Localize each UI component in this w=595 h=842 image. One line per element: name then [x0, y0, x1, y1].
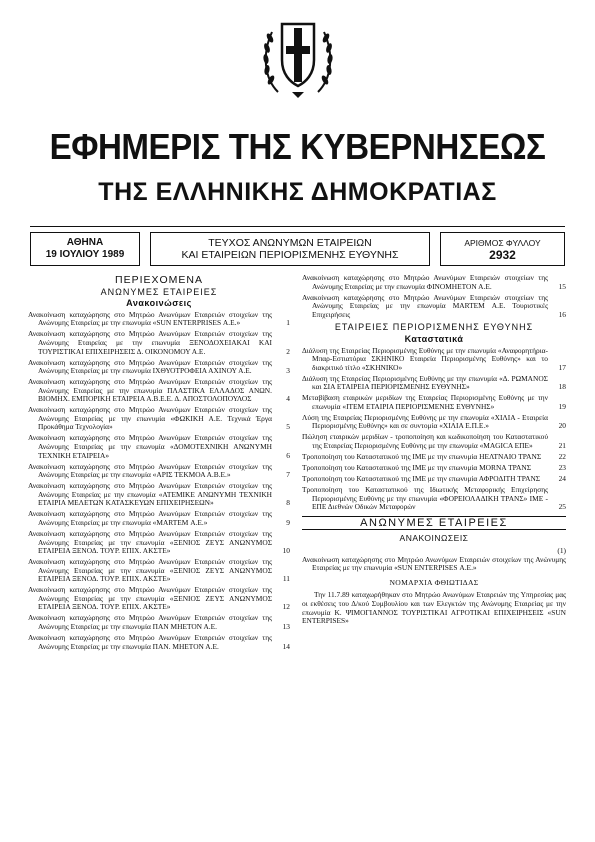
toc-entry-page: 24: [558, 474, 566, 483]
toc-entry-page: 12: [282, 602, 290, 612]
toc-entry-text: Ανακοίνωση καταχώρησης στο Μητρώο Ανωνύμων Εταιρειών στοιχείων της Ανώνυμης Εταιρείας με την επωνυμία «ΞΕΝΙΟΣ ΖΕΥΣ ΑΝΩΝΥΜΟΣ ΕΤΑΙΡΕΙΑ ΞΕΝΟΔ. ΤΟΥΡ. ΕΠΙΧ. ΑΚΣΤΕ»: [28, 528, 272, 556]
toc-entry-text: Ανακοίνωση καταχώρησης στο Μητρώο Ανωνύμων Εταιρειών στοιχείων της Ανώνυμης Εταιρείας με την επωνυμία «ΑΡΙΣ ΤΕΚΜΟΑ Α.Β.Ε.»: [28, 461, 272, 480]
masthead-subtitle: ΤΗΣ ΕΛΛΗΝΙΚΗΣ ΔΗΜΟΚΡΑΤΙΑΣ: [98, 178, 497, 206]
toc-heading: ΠΕΡΙΕΧΟΜΕΝΑ: [114, 274, 204, 286]
toc-entry-page: 22: [558, 452, 566, 462]
header-top-rule: [30, 226, 565, 227]
announcement-number: (1): [557, 545, 566, 555]
header-sheet-box: [440, 232, 565, 266]
toc-entry-page: 1: [286, 318, 290, 328]
toc-entry-text: Ανακοίνωση καταχώρησης στο Μητρώο Ανωνύμων Εταιρειών στοιχείων της Ανώνυμης Εταιρείας με την επωνυμία «MARTEM Α.Ε.»: [28, 509, 272, 527]
toc-right-entries-a: [302, 274, 566, 319]
toc-entry-text: Ανακοίνωση καταχώρησης στο Μητρώο Ανωνύμων Εταιρειών στοιχείων της Ανώνυμης Εταιρείας με την επωνυμία MARTEM Α.Ε. Τουριστικές Επιχειρήσεις: [302, 292, 548, 319]
toc-entry-page: 20: [558, 421, 566, 431]
toc-entry: [28, 586, 290, 612]
toc-entry-page: 15: [558, 281, 566, 291]
toc-entry-text: Ανακοίνωση καταχώρησης στο Μητρώο Ανωνύμων Εταιρειών στοιχείων της Ανώνυμης Εταιρείας με την επωνυμία «ΑΤΕΜΙΚΕ ΑΝΩΝΥΜΗ ΤΕΧΝΙΚΗ ΕΤΑΙΡΙΑ ΜΕΛΕΤΩΝ ΚΑΤΑΣΚΕΥΩΝ ΕΠΙΧΕΙΡΗΣΕΩΝ»: [28, 481, 272, 508]
toc-section-limited: ΕΤΑΙΡΕΙΕΣ ΠΕΡΙΟΡΙΣΜΕΝΗΣ ΕΥΘΥΝΗΣ: [334, 322, 534, 333]
toc-entry-text: Λύση της Εταιρείας Περιορισμένης Ευθύνης με την επωνυμία «ΧΙΛΙΑ - Εταιρεία Περιορισμένης Ευθύνης» και σε συντομία «ΧΙΛΙΑ Ε.Π.Ε.»: [302, 412, 548, 431]
header-issue-line2: ΚΑΙ ΕΤΑΙΡΕΙΩΝ ΠΕΡΙΟΡΙΣΜΕΝΗΣ ΕΥΘΥΝΗΣ: [181, 249, 399, 261]
toc-right-column: [302, 274, 566, 626]
header-issue-box: [150, 232, 430, 266]
toc-entry: [302, 347, 566, 373]
toc-entry-page: 23: [558, 463, 566, 473]
toc-entry-page: 5: [286, 422, 290, 432]
toc-entry-page: 21: [558, 441, 566, 451]
toc-entry-page: 3: [286, 366, 290, 376]
toc-entry: [302, 375, 566, 392]
toc-entry-text: Τροποποίηση του Καταστατικού της Ιδιωτικής Μεταφορικής Επιχείρησης Περιορισμένης Ευθύνης με την επωνυμία «ΦΟΡΕΙΟΛΑΔΙΚΗ ΤΡΑΝΣ» ΙΜΕ - ΕΠΕ Διεθνών Οδικών Μεταφορών: [302, 484, 548, 512]
toc-entry: [302, 486, 566, 512]
toc-entry-text: Ανακοίνωση καταχώρησης στο Μητρώο Ανωνύμων Εταιρειών στοιχείων της Ανώνυμης Εταιρείας με την επωνυμία «ΦΩΚΙΚΗ Α.Ε. Τεχνικά Έργα Προκάθημα Τεχνολογία»: [28, 405, 272, 432]
toc-entry: [302, 433, 566, 450]
toc-entry-text: Ανακοίνωση καταχώρησης στο Μητρώο Ανωνύμων Εταιρειών στοιχείων της Ανώνυμης Εταιρείας με την επωνυμία ΠΑΝ. ΜΗΕΤΟΝ Α.Ε.: [28, 633, 272, 651]
toc-entry-text: Ανακοίνωση καταχώρησης στο Μητρώο Ανωνύμων Εταιρειών στοιχείων της Ανώνυμης Εταιρείας με την επωνυμία ΙΧΘΥΟΤΡΟΦΕΙΑ ΑΧΙΝΟΥ Α.Ε.: [28, 357, 272, 376]
announcements-heading: ΑΝΑΚΟΙΝΩΣΕΙΣ: [399, 533, 469, 544]
toc-entry-text: Τροποποίηση του Καταστατικού της ΙΜΕ με την επωνυμία ΗΕΛΤΝΑΙΟ ΤΡΑΝΣ: [302, 452, 542, 462]
toc-entry: [302, 453, 566, 462]
toc-entry-page: 25: [558, 502, 566, 512]
toc-entry-text: Ανακοίνωση καταχώρησης στο Μητρώο Ανωνύμων Εταιρειών στοιχείων της Ανώνυμης Εταιρείας με την επωνυμία «ΔΟΜΟΤΕΧΝΙΚΗ ΑΝΩΝΥΜΗ ΤΕΧΝΙΚΗ ΕΤΑΙΡΕΙΑ»: [28, 433, 272, 460]
toc-entry: [302, 464, 566, 473]
toc-entry: [28, 378, 290, 404]
toc-entry: [28, 434, 290, 460]
toc-entry-text: Ανακοίνωση καταχώρησης στο Μητρώο Ανωνύμων Εταιρειών στοιχείων της Ανώνυμης Εταιρείας με την επωνυμία ΦΙΝΟΜΗΕΤΟΝ Α.Ε.: [302, 273, 548, 291]
toc-entry-page: 9: [286, 517, 290, 527]
toc-entry-text: Ανακοίνωση καταχώρησης στο Μητρώο Ανωνύμων Εταιρειών στοιχείων της Ανώνυμης Εταιρείας με την επωνυμία «ΞΕΝΙΟΣ ΖΕΥΣ ΑΝΩΝΥΜΟΣ ΕΤΑΙΡΕΙΑ ΞΕΝΟΔ. ΤΟΥΡ. ΕΠΙΧ. ΑΚΣΤΕ»: [28, 557, 272, 584]
toc-entry-page: 14: [282, 641, 290, 651]
toc-entry: [28, 311, 290, 328]
toc-entry-text: Τροποποίηση του Καταστατικού της ΙΜΕ με την επωνυμία ΑΦΡΟΔΙΤΗ ΤΡΑΝΣ: [302, 474, 541, 483]
toc-entry: [28, 634, 290, 651]
toc-entry-text: Ανακοίνωση καταχώρησης στο Μητρώο Ανωνύμων Εταιρειών στοιχείων της Ανώνυμης Εταιρείας με την επωνυμία ΠΛΑΣΤΙΚΑ ΕΛΛΑΔΟΣ ΑΝΩΝ. ΒΙΟΜΗΧ. ΕΜΠΟΡΙΚΗ ΕΤΑΙΡΕΙΑ Α.Β.Ε.Ε. Δ. ΑΠΟΣΤΟΛΟΠΟΥΛΟΣ: [28, 377, 272, 404]
body-section-title: ΑΝΩΝΥΜΕΣ ΕΤΑΙΡΕΙΕΣ: [302, 516, 566, 531]
header-date-box: [30, 232, 140, 266]
toc-entry-text: Πώληση εταιρικών μεριδίων - τροποποίηση και κωδικοποίηση του Καταστατικού της Εταιρείας Περιορισμένης Ευθύνης με την επωνυμία «MAGICA ΕΠΕ»: [302, 432, 548, 451]
toc-left-column: [28, 274, 290, 654]
toc-entry: [302, 294, 566, 320]
prefecture-heading: ΝΟΜΑΡΧΙΑ ΦΘΙΩΤΙΔΑΣ: [389, 577, 479, 587]
toc-entry: [302, 475, 566, 484]
toc-entry-page: 18: [558, 382, 566, 392]
header-sheet-number: 2932: [489, 248, 516, 262]
toc-entry: [28, 530, 290, 556]
toc-right-entries-b: [302, 347, 566, 512]
toc-entry-page: 17: [558, 362, 566, 372]
toc-entry: [28, 482, 290, 508]
toc-entry-page: 11: [282, 574, 290, 584]
toc-entry: [28, 558, 290, 584]
announcement-text: Ανακοίνωση καταχώρησης στο Μητρώο Ανωνύμων Εταιρειών στοιχείων της Ανώνυμης Εταιρείας με την επωνυμία «SUN ENTERPISES Α.Ε.»: [302, 554, 566, 573]
toc-entry: [28, 359, 290, 376]
toc-entry-page: 19: [558, 401, 566, 411]
toc-subsection-statutes: Καταστατικά: [404, 333, 464, 344]
toc-entry-page: 4: [286, 394, 290, 404]
toc-entry-page: 16: [558, 309, 566, 319]
toc-entry-text: Ανακοίνωση καταχώρησης στο Μητρώο Ανωνύμων Εταιρειών στοιχείων της Ανώνυμης Εταιρείας με την επωνυμία ΠΑΝ ΜΗΕΤΟΝ Α.Ε.: [28, 613, 272, 632]
toc-entry: [28, 330, 290, 356]
toc-entry-text: Μεταβίβαση εταιρικών μεριδίων της Εταιρείας Περιορισμένης Ευθύνης με την επωνυμία «ΙΤΕΜ ΕΤΑΙΡΙΑ ΠΕΡΙΟΡΙΣΜΕΝΗΣ ΕΥΘΥΝΗΣ»: [302, 393, 548, 411]
toc-entry-text: Ανακοίνωση καταχώρησης στο Μητρώο Ανωνύμων Εταιρειών στοιχείων της Ανώνυμης Εταιρείας με την επωνυμία «ΞΕΝΙΟΣ ΖΕΥΣ ΑΝΩΝΥΜΟΣ ΕΤΑΙΡΕΙΑ ΞΕΝΟΔ. ΤΟΥΡ. ΕΠΙΧ. ΑΚΣΤΕ»: [28, 585, 272, 612]
toc-left-entries: [28, 311, 290, 651]
masthead-title: ΕΦΗΜΕΡΙΣ ΤΗΣ ΚΥΒΕΡΝΗΣΕΩΣ: [49, 126, 546, 167]
toc-entry: [28, 510, 290, 527]
toc-entry: [302, 414, 566, 431]
header-city: ΑΘΗΝΑ: [66, 237, 104, 248]
toc-entry-page: 10: [282, 546, 290, 556]
toc-entry-page: 13: [282, 622, 290, 632]
toc-subsection-announcements: Ανακοινώσεις: [126, 298, 192, 309]
toc-entry-text: Ανακοίνωση καταχώρησης στο Μητρώο Ανωνύμων Εταιρειών στοιχείων της Ανώνυμης Εταιρείας με την επωνυμία ΞΕΝΟΔΟΧΕΙΑΚΑΙ ΚΑΙ ΤΟΥΡΙΣΤΙΚΑΙ ΕΠΙΧΕΙΡΗΣΕΙΣ Δ. ΟΙΚΟΝΟΜΟΥ Α.Ε.: [28, 329, 272, 356]
toc-entry-text: Τροποποίηση του Καταστατικού της ΙΜΕ με την επωνυμία MORNA ΤΡΑΝΣ: [302, 463, 531, 473]
toc-entry-text: Διάλυση της Εταιρείας Περιορισμένης Ευθύνης με την επωνυμία «Δ. ΡΩΜΑΝΟΣ και ΣΙΑ ΕΤΑΙΡΕΙΑ ΠΕΡΙΟΡΙΣΜΕΝΗΣ ΕΥΘΥΝΗΣ»: [302, 373, 548, 392]
header-issue-line1: ΤΕΥΧΟΣ ΑΝΩΝΥΜΩΝ ΕΤΑΙΡΕΙΩΝ: [208, 237, 372, 249]
toc-entry-page: 7: [286, 470, 290, 480]
body-paragraph: Την 11.7.89 καταχωρήθηκαν στο Μητρώο Ανωνύμων Εταιρειών της Υπηρεσίας μας οι εκθέσεις του Δ/κού Συμβουλίου και των Ελεγκτών της Ανώνυμης Εταιρείας με την επωνυμία Κ. ΨΙΜΟΓΙΑΝΝΟΣ ΤΟΥΡΙΣΤΙΚΑΙ ΑΓΡΟΤΙΚΑΙ ΕΠΙΧΕΙΡΗΣΕΙΣ «SUN ENTERPISES»: [302, 590, 566, 626]
coat-of-arms-emblem: [258, 8, 338, 100]
toc-entry-page: 8: [286, 498, 290, 508]
header-sheet-label: ΑΡΙΘΜΟΣ ΦΥΛΛΟΥ: [464, 238, 541, 248]
toc-entry: [28, 614, 290, 631]
toc-entry: [302, 274, 566, 291]
header-date: 19 ΙΟΥΛΙΟΥ 1989: [45, 249, 125, 260]
toc-entry: [28, 406, 290, 432]
toc-entry-page: 6: [286, 450, 290, 460]
toc-entry-page: 2: [286, 346, 290, 356]
toc-entry-text: Διάλυση της Εταιρείας Περιορισμένης Ευθύνης με την επωνυμία «Αναφορητήρια-Μπαρ-Εστιατόρια ΣΚΗΝΙΚΟ Εταιρεία Περιορισμένης Ευθύνης» και το διακριτικό τίτλο «ΣΚΗΝΙΚΟ»: [302, 345, 548, 372]
toc-entry: [302, 394, 566, 411]
toc-entry: [28, 463, 290, 480]
toc-entry-text: Ανακοίνωση καταχώρησης στο Μητρώο Ανωνύμων Εταιρειών στοιχείων της Ανώνυμης Εταιρείας με την επωνυμία «SUN ENTERPRISES Α.Ε.»: [28, 309, 272, 328]
toc-section-anonymous: ΑΝΩΝΥΜΕΣ ΕΤΑΙΡΕΙΕΣ: [100, 286, 218, 297]
